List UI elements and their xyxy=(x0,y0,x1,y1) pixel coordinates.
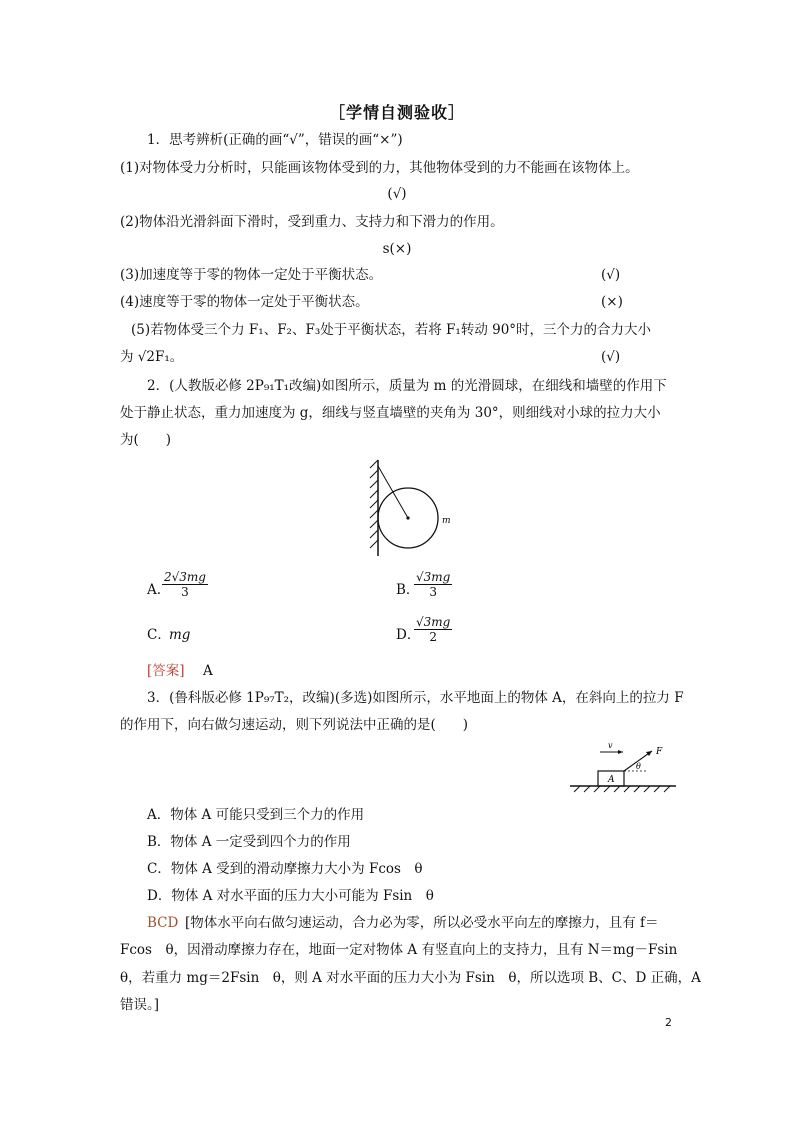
page-number: 2 xyxy=(665,1016,672,1029)
q2-choice-a-label: A. xyxy=(147,582,162,598)
q2-choice-b-label: B． xyxy=(396,582,420,598)
block-a-label: A xyxy=(608,775,615,785)
q1-item-5-mark: (√) xyxy=(601,349,621,365)
q1-item-4-mark: (×) xyxy=(601,294,623,310)
q3-line-2: 的作用下，向右做匀速运动，则下列说法中正确的是( ) xyxy=(120,717,469,733)
q2-choice-d-fraction xyxy=(414,615,452,644)
q1-item-3-mark: (√) xyxy=(601,267,621,283)
q3-choice-b: B．物体 A 一定受到四个力的作用 xyxy=(147,834,351,850)
section-title: ［学情自测验收］ xyxy=(328,103,465,122)
q2-choice-b-numerator: √3mg xyxy=(416,570,451,584)
q2-choice-a-fraction xyxy=(162,570,208,599)
q2-line-1: 2．(人教版必修 2P₉₁T₁改编)如图所示，质量为 m 的光滑圆球，在细线和墙壁的作用下 xyxy=(147,378,667,394)
force-label: F xyxy=(656,747,663,757)
q1-stem: 1．思考辨析(正确的画“√”，错误的画“×”) xyxy=(147,132,403,148)
q2-choice-d-numerator: √3mg xyxy=(416,615,451,629)
q1-item-1: (1)对物体受力分析时，只能画该物体受到的力，其他物体受到的力不能画在该物体上。 xyxy=(120,160,639,176)
q2-choice-a-numerator: 2√3mg xyxy=(164,570,206,584)
q2-line-2: 处于静止状态，重力加速度为 g，细线与竖直墙壁的夹角为 30°，则细线对小球的拉力大小 xyxy=(120,405,661,421)
q2-choice-b-fraction xyxy=(414,570,452,599)
q1-item-5: (5)若物体受三个力 F₁、F₂、F₃处于平衡状态，若将 F₁转动 90°时，三个力的合力大小 xyxy=(131,322,652,338)
theta-label: θ xyxy=(636,762,641,771)
q3-explanation-3: θ，若重力 mg＝2Fsin θ，则 A 对水平面的压力大小为 Fsin θ，所以选项 B、C、D 正确，A xyxy=(120,970,701,986)
q2-choice-c-value: mg xyxy=(169,627,191,643)
q3-explanation-2: Fcos θ，因滑动摩擦力存在，地面一定对物体 A 有竖直向上的支持力，且有 N＝mg－Fsin xyxy=(120,942,678,958)
ground-hatching xyxy=(574,786,670,792)
q3-explanation-4: 错误。] xyxy=(120,997,160,1013)
q2-answer: A xyxy=(203,663,213,679)
sphere-on-wall-figure xyxy=(368,458,468,558)
block-pulled-figure xyxy=(568,738,678,796)
velocity-arrow-head xyxy=(618,750,623,754)
q3-choice-a: A．物体 A 可能只受到三个力的作用 xyxy=(147,807,365,823)
mass-label: m xyxy=(442,516,451,526)
q2-choice-a-denominator: 3 xyxy=(181,585,189,599)
q1-item-3: (3)加速度等于零的物体一定处于平衡状态。 xyxy=(120,267,383,283)
q2-choice-d-label: D． xyxy=(396,627,421,643)
q2-choice-b-denominator: 3 xyxy=(429,585,437,599)
q3-line-1: 3．(鲁科版必修 1P₉₇T₂，改编)(多选)如图所示，水平地面上的物体 A，在斜向上的拉力 F xyxy=(147,690,684,706)
q3-choice-c: C．物体 A 受到的滑动摩擦力大小为 Fcos θ xyxy=(147,861,423,877)
q1-item-5-cont: 为 √2F₁。 xyxy=(120,349,184,365)
q3-choice-d: D．物体 A 对水平面的压力大小可能为 Fsin θ xyxy=(147,888,434,904)
wall-hatching xyxy=(370,460,378,548)
q2-choice-c-label: C． xyxy=(147,627,171,643)
q1-item-1-mark: (√) xyxy=(387,186,407,202)
ball-center-dot xyxy=(406,516,409,519)
q2-answer-tag: [答案] xyxy=(147,663,185,679)
q1-item-4: (4)速度等于零的物体一定处于平衡状态。 xyxy=(120,294,369,310)
q1-item-2: (2)物体沿光滑斜面下滑时，受到重力、支持力和下滑力的作用。 xyxy=(120,214,504,230)
q2-line-3: 为( ) xyxy=(120,432,172,448)
q3-answer-key: BCD xyxy=(147,915,179,931)
q2-choice-d-denominator: 2 xyxy=(429,630,437,644)
q1-item-2-mark: s(×) xyxy=(382,241,412,257)
q3-explanation-1: [物体水平向右做匀速运动，合力必为零，所以必受水平向左的摩擦力，且有 f＝ xyxy=(185,915,659,931)
velocity-label: v xyxy=(608,741,613,750)
